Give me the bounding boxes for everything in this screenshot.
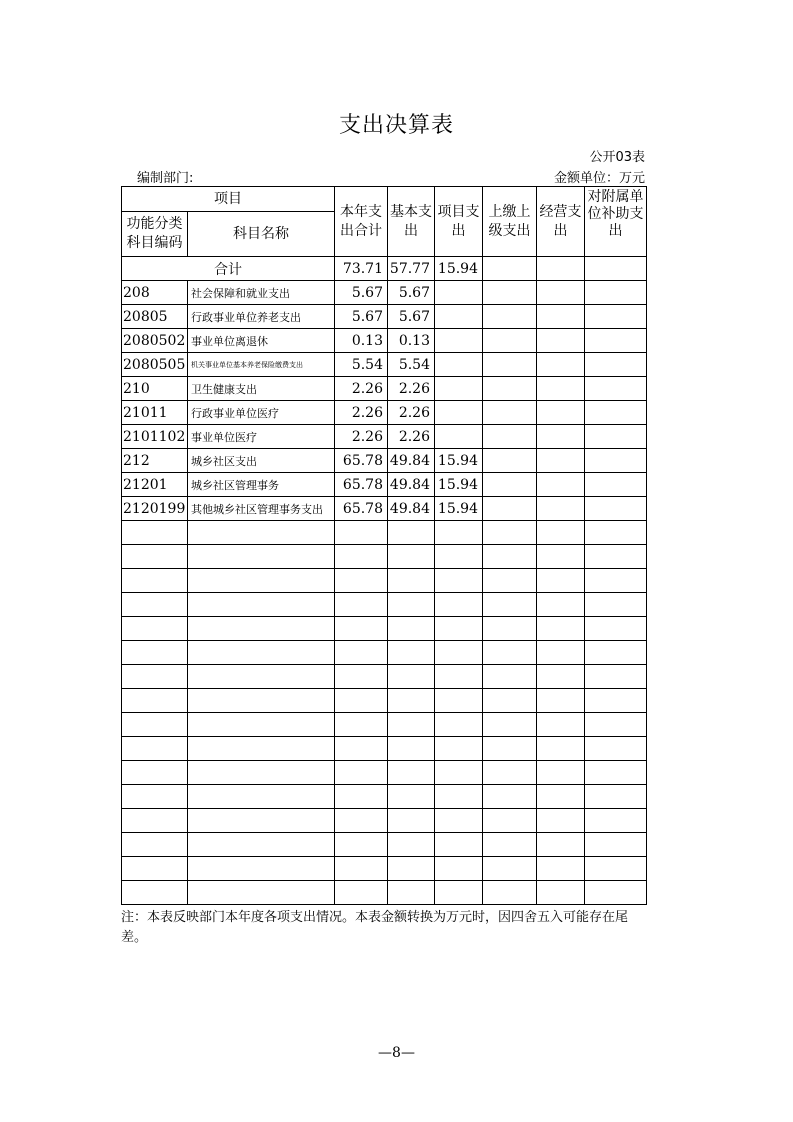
cell-code [122, 761, 188, 785]
cell-total: 2.26 [335, 377, 388, 401]
cell-project [435, 617, 483, 641]
table-row [122, 329, 647, 353]
cell-project [435, 641, 483, 665]
cell-code [122, 833, 188, 857]
cell-project [435, 737, 483, 761]
cell-project [435, 425, 483, 449]
cell-basic [388, 737, 435, 761]
cell-total: 5.54 [335, 353, 388, 377]
form-number: 公开03表 [589, 150, 645, 165]
cell-upper [483, 809, 537, 833]
cell-business [537, 737, 585, 761]
cell-code: 212 [122, 449, 188, 473]
cell-name: 卫生健康支出 [188, 377, 335, 401]
cell-business [537, 665, 585, 689]
cell-business [537, 377, 585, 401]
cell-total [335, 569, 388, 593]
header-total: 本年支出合计 [335, 187, 388, 257]
cell-basic [388, 785, 435, 809]
table-row [122, 521, 647, 545]
cell-code [122, 617, 188, 641]
cell-code: 2080505 [122, 353, 188, 377]
amount-unit-label: 金额单位：万元 [553, 171, 645, 186]
header-item: 项目 [122, 187, 335, 212]
cell-subsidy [585, 305, 647, 329]
cell-upper [483, 449, 537, 473]
cell-business [537, 281, 585, 305]
cell-project [435, 809, 483, 833]
cell-upper [483, 545, 537, 569]
expenditure-table [121, 186, 647, 905]
cell-subsidy [585, 713, 647, 737]
table-row [122, 713, 647, 737]
cell-subsidy [585, 569, 647, 593]
table-row [122, 281, 647, 305]
cell-name [188, 833, 335, 857]
cell-subsidy [585, 497, 647, 521]
cell-code: 210 [122, 377, 188, 401]
cell-upper [483, 713, 537, 737]
cell-name: 城乡社区管理事务 [188, 473, 335, 497]
cell-name [188, 809, 335, 833]
table-row [122, 545, 647, 569]
cell-name: 事业单位医疗 [188, 425, 335, 449]
cell-project: 15.94 [435, 449, 483, 473]
cell-name [188, 593, 335, 617]
cell-code [122, 521, 188, 545]
cell-basic [388, 641, 435, 665]
cell-total [335, 785, 388, 809]
cell-basic: 49.84 [388, 449, 435, 473]
table-row [122, 833, 647, 857]
cell-name: 城乡社区支出 [188, 449, 335, 473]
cell-business [537, 593, 585, 617]
cell-upper [483, 425, 537, 449]
cell-subsidy [585, 377, 647, 401]
cell-business [537, 833, 585, 857]
cell-total [335, 857, 388, 881]
cell-basic: 2.26 [388, 425, 435, 449]
cell-basic [388, 713, 435, 737]
cell-basic [388, 569, 435, 593]
cell-project [435, 713, 483, 737]
cell-name [188, 713, 335, 737]
cell-total [335, 617, 388, 641]
cell-total: 0.13 [335, 329, 388, 353]
cell-business [537, 449, 585, 473]
cell-basic: 0.13 [388, 329, 435, 353]
cell-code: 20805 [122, 305, 188, 329]
cell-subsidy [585, 809, 647, 833]
cell-name [188, 665, 335, 689]
header-upper: 上缴上级支出 [483, 187, 537, 257]
table-row [122, 737, 647, 761]
cell-project [435, 833, 483, 857]
table-row [122, 641, 647, 665]
cell-name [188, 521, 335, 545]
cell-subsidy [585, 881, 647, 905]
header-project: 项目支出 [435, 187, 483, 257]
table-row [122, 377, 647, 401]
cell-total [335, 713, 388, 737]
cell-project [435, 353, 483, 377]
cell-name [188, 737, 335, 761]
cell-name [188, 689, 335, 713]
cell-subsidy [585, 761, 647, 785]
cell-total [335, 809, 388, 833]
footnote: 注：本表反映部门本年度各项支出情况。本表金额转换为万元时，因四舍五入可能存在尾差。 [121, 910, 629, 945]
data-rows [122, 281, 647, 905]
cell-name: 事业单位离退休 [188, 329, 335, 353]
cell-name: 机关事业单位基本养老保险缴费支出 [188, 353, 335, 377]
cell-business [537, 809, 585, 833]
cell-code [122, 569, 188, 593]
header-subsidy-cell [585, 187, 647, 257]
cell-project: 15.94 [435, 497, 483, 521]
cell-code [122, 689, 188, 713]
cell-upper [483, 761, 537, 785]
cell-basic [388, 521, 435, 545]
cell-basic: 2.26 [388, 377, 435, 401]
cell-subsidy [585, 617, 647, 641]
cell-project [435, 593, 483, 617]
cell-subsidy [585, 785, 647, 809]
table-row [122, 425, 647, 449]
cell-code [122, 881, 188, 905]
cell-code [122, 737, 188, 761]
cell-business [537, 713, 585, 737]
cell-basic [388, 665, 435, 689]
cell-upper [483, 401, 537, 425]
cell-business [537, 617, 585, 641]
page-number: —8— [378, 1045, 415, 1061]
cell-project [435, 545, 483, 569]
total-business [537, 257, 585, 281]
cell-upper [483, 617, 537, 641]
cell-code: 21201 [122, 473, 188, 497]
cell-upper [483, 377, 537, 401]
cell-subsidy [585, 689, 647, 713]
cell-subsidy [585, 593, 647, 617]
cell-basic [388, 809, 435, 833]
cell-upper [483, 497, 537, 521]
cell-project [435, 881, 483, 905]
cell-business [537, 329, 585, 353]
cell-code [122, 785, 188, 809]
cell-subsidy [585, 641, 647, 665]
cell-code: 2101102 [122, 425, 188, 449]
cell-subsidy [585, 521, 647, 545]
total-row [122, 257, 647, 281]
cell-name [188, 569, 335, 593]
cell-basic: 2.26 [388, 401, 435, 425]
total-subsidy [585, 257, 647, 281]
cell-total: 5.67 [335, 281, 388, 305]
cell-upper [483, 473, 537, 497]
cell-business [537, 689, 585, 713]
cell-basic [388, 593, 435, 617]
cell-subsidy [585, 665, 647, 689]
cell-code [122, 641, 188, 665]
table-row [122, 881, 647, 905]
cell-business [537, 785, 585, 809]
cell-business [537, 857, 585, 881]
cell-code [122, 857, 188, 881]
cell-name: 行政事业单位医疗 [188, 401, 335, 425]
cell-business [537, 521, 585, 545]
cell-code: 2120199 [122, 497, 188, 521]
cell-code [122, 665, 188, 689]
cell-project [435, 377, 483, 401]
cell-code: 21011 [122, 401, 188, 425]
cell-subsidy [585, 833, 647, 857]
cell-project [435, 569, 483, 593]
cell-subsidy [585, 281, 647, 305]
cell-total: 2.26 [335, 401, 388, 425]
cell-business [537, 569, 585, 593]
cell-basic: 49.84 [388, 497, 435, 521]
cell-total: 5.67 [335, 305, 388, 329]
table-row [122, 785, 647, 809]
cell-business [537, 881, 585, 905]
cell-name [188, 857, 335, 881]
cell-project [435, 521, 483, 545]
cell-upper [483, 305, 537, 329]
cell-code [122, 545, 188, 569]
cell-project [435, 761, 483, 785]
cell-basic: 5.67 [388, 281, 435, 305]
cell-total: 2.26 [335, 425, 388, 449]
cell-name [188, 545, 335, 569]
cell-subsidy [585, 449, 647, 473]
cell-name [188, 617, 335, 641]
cell-project [435, 665, 483, 689]
cell-project [435, 281, 483, 305]
compiling-department-label: 编制部门: [137, 171, 194, 186]
table-row [122, 617, 647, 641]
cell-subsidy [585, 425, 647, 449]
total-label: 合计 [122, 257, 335, 281]
cell-total [335, 881, 388, 905]
cell-subsidy [585, 353, 647, 377]
document-title: 支出决算表 [338, 113, 454, 138]
cell-total [335, 689, 388, 713]
cell-total: 65.78 [335, 497, 388, 521]
cell-project [435, 689, 483, 713]
cell-upper [483, 881, 537, 905]
table-row [122, 761, 647, 785]
cell-upper [483, 665, 537, 689]
cell-basic: 5.67 [388, 305, 435, 329]
table-row [122, 689, 647, 713]
cell-total [335, 761, 388, 785]
table-row [122, 473, 647, 497]
cell-name: 社会保障和就业支出 [188, 281, 335, 305]
cell-total [335, 593, 388, 617]
cell-subsidy [585, 857, 647, 881]
cell-basic: 5.54 [388, 353, 435, 377]
cell-business [537, 401, 585, 425]
table-row [122, 497, 647, 521]
cell-upper [483, 641, 537, 665]
table-row [122, 353, 647, 377]
cell-upper [483, 689, 537, 713]
cell-business [537, 425, 585, 449]
cell-project: 15.94 [435, 473, 483, 497]
cell-total: 65.78 [335, 473, 388, 497]
cell-upper [483, 569, 537, 593]
cell-upper [483, 281, 537, 305]
table-row [122, 305, 647, 329]
cell-basic [388, 833, 435, 857]
table-row [122, 665, 647, 689]
cell-upper [483, 737, 537, 761]
header-subsidy: 对附属单位补助支出 [587, 188, 644, 239]
cell-upper [483, 329, 537, 353]
table-row [122, 449, 647, 473]
cell-basic [388, 689, 435, 713]
cell-upper [483, 353, 537, 377]
cell-code: 2080502 [122, 329, 188, 353]
total-project: 15.94 [435, 257, 483, 281]
cell-project [435, 329, 483, 353]
cell-business [537, 641, 585, 665]
header-basic: 基本支出 [388, 187, 435, 257]
cell-total [335, 665, 388, 689]
cell-total [335, 545, 388, 569]
total-total: 73.71 [335, 257, 388, 281]
table-row [122, 401, 647, 425]
table-row [122, 593, 647, 617]
cell-upper [483, 857, 537, 881]
cell-business [537, 473, 585, 497]
cell-basic [388, 545, 435, 569]
cell-name [188, 641, 335, 665]
cell-basic: 49.84 [388, 473, 435, 497]
table-row [122, 857, 647, 881]
cell-upper [483, 785, 537, 809]
cell-total [335, 833, 388, 857]
cell-upper [483, 521, 537, 545]
cell-business [537, 497, 585, 521]
cell-total [335, 641, 388, 665]
cell-project [435, 785, 483, 809]
cell-subsidy [585, 473, 647, 497]
cell-basic [388, 761, 435, 785]
cell-business [537, 761, 585, 785]
cell-total [335, 521, 388, 545]
cell-basic [388, 857, 435, 881]
cell-name: 行政事业单位养老支出 [188, 305, 335, 329]
cell-upper [483, 593, 537, 617]
cell-project [435, 857, 483, 881]
cell-code [122, 713, 188, 737]
total-basic: 57.77 [388, 257, 435, 281]
cell-code: 208 [122, 281, 188, 305]
cell-business [537, 305, 585, 329]
header-name: 科目名称 [188, 212, 335, 257]
cell-total [335, 737, 388, 761]
cell-name [188, 761, 335, 785]
cell-subsidy [585, 401, 647, 425]
cell-subsidy [585, 737, 647, 761]
cell-basic [388, 881, 435, 905]
cell-subsidy [585, 329, 647, 353]
cell-total: 65.78 [335, 449, 388, 473]
total-upper [483, 257, 537, 281]
header-code: 功能分类科目编码 [122, 212, 188, 257]
table-row [122, 809, 647, 833]
cell-name: 其他城乡社区管理事务支出 [188, 497, 335, 521]
cell-name [188, 785, 335, 809]
cell-business [537, 545, 585, 569]
cell-code [122, 809, 188, 833]
cell-business [537, 353, 585, 377]
cell-name [188, 881, 335, 905]
header-business: 经营支出 [537, 187, 585, 257]
table-row [122, 569, 647, 593]
cell-subsidy [585, 545, 647, 569]
cell-project [435, 305, 483, 329]
cell-project [435, 401, 483, 425]
cell-basic [388, 617, 435, 641]
cell-code [122, 593, 188, 617]
cell-upper [483, 833, 537, 857]
